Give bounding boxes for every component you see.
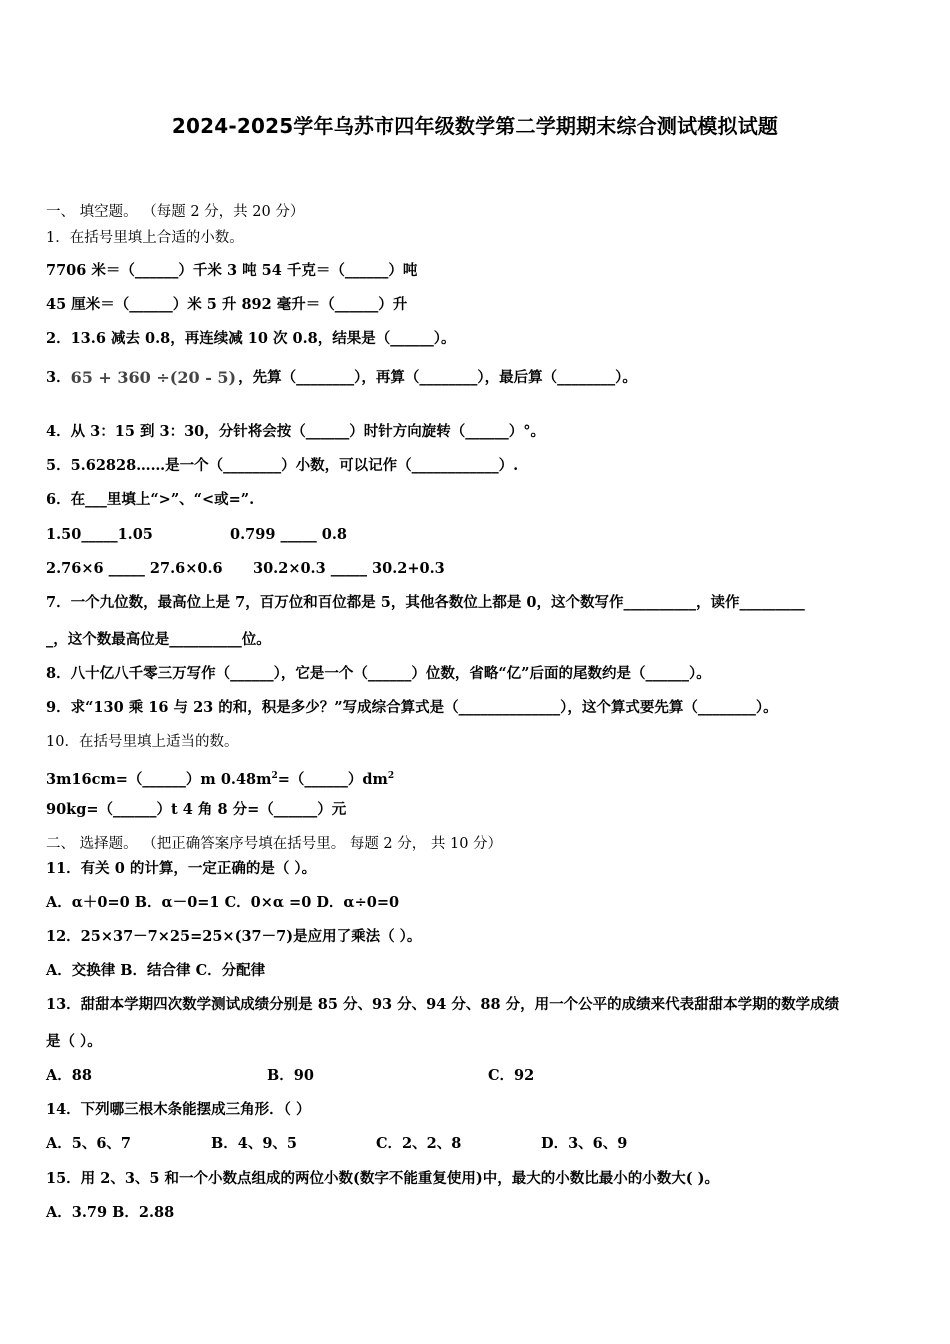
- q3-text: ，先算（________），再算（________），最后算（________）。: [238, 369, 637, 386]
- q13-line1: 13．甜甜本学期四次数学测试成绩分别是 85 分、93 分、94 分、88 分，用一个公平的成绩来代表甜甜本学期的数学成绩: [46, 996, 840, 1013]
- q11-options: A．α＋0=0 B．α－0=1 C．0×α =0 D．α÷0=0: [46, 894, 400, 911]
- q14-option-c: C．2、2、8: [376, 1135, 462, 1152]
- q12-stem: 12．25×37－7×25=25×(37－7)是应用了乘法（ ）。: [46, 928, 422, 945]
- q13-line2: 是（ ）。: [46, 1033, 102, 1050]
- q10-stem: 10．在括号里填上适当的数。: [46, 734, 239, 750]
- q6-item-a2: 0.799 _____ 0.8: [230, 526, 347, 543]
- q6-row2: [46, 559, 445, 579]
- q2: 2．13.6 减去 0.8，再连续减 10 次 0.8，结果是（______）。: [46, 330, 456, 347]
- q15-options: A．3.79 B．2.88: [46, 1204, 175, 1221]
- page-title: 2024-2025学年乌苏市四年级数学第二学期期末综合测试模拟试题: [171, 114, 779, 138]
- q10-row1-part-b: =（______）dm: [277, 770, 388, 788]
- q14-stem: 14．下列哪三根木条能摆成三角形．（ ）: [46, 1101, 311, 1118]
- q8: 8．八十亿八千零三万写作（______），它是一个（______）位数，省略“亿”后面的尾数约是（______）。: [46, 665, 711, 682]
- q1-stem: 1．在括号里填上合适的小数。: [46, 230, 244, 246]
- section2-heading: 二、 选择题。 （把正确答案序号填在括号里。 每题 2 分， 共 10 分）: [46, 836, 503, 852]
- q4: 4．从 3：15 到 3：30，分针将会按（______）时针方向旋转（______）°。: [46, 423, 546, 440]
- q14-option-d: D．3、6、9: [541, 1135, 628, 1152]
- q14-option-a: A．5、6、7: [46, 1135, 132, 1152]
- q7-line1: 7．一个九位数，最高位上是 7，百万位和百位都是 5，其他各数位上都是 0，这个数写作__________，读作_________: [46, 594, 805, 611]
- q10-row1-sup1: 2: [271, 771, 278, 781]
- q6-item-a1: 1.50_____1.05: [46, 526, 153, 543]
- q10-row1: [46, 766, 394, 790]
- q3: [46, 368, 637, 388]
- q10-row2: 90kg=（______）t 4 角 8 分=（______）元: [46, 801, 347, 818]
- q6-row1: [46, 525, 347, 545]
- q11-stem: 11．有关 0 的计算，一定正确的是（ ）。: [46, 860, 317, 877]
- q6-item-b2: 30.2×0.3 _____ 30.2+0.3: [253, 560, 445, 577]
- q3-formula: 65 + 360 ÷(20 - 5): [70, 368, 237, 387]
- q14-option-b: B．4、9、5: [211, 1135, 298, 1152]
- section1-heading: 一、 填空题。 （每题 2 分，共 20 分）: [46, 204, 305, 220]
- q13-options: [46, 1066, 534, 1086]
- q13-option-a: A．88: [46, 1067, 92, 1084]
- q9: 9．求“130 乘 16 与 23 的和，积是多少？”写成综合算式是（______________），这个算式要先算（________）。: [46, 699, 778, 716]
- q6-stem: 6．在___里填上“>”、“<或=”.: [46, 491, 255, 508]
- q14-options: [46, 1134, 627, 1154]
- q7-line2: _，这个数最高位是__________位。: [46, 631, 271, 648]
- q1-row2: 45 厘米＝（______）米 5 升 892 毫升＝（______）升: [46, 296, 408, 313]
- q13-option-b: B．90: [267, 1067, 314, 1084]
- q15-stem: 15．用 2、3、5 和一个小数点组成的两位小数(数字不能重复使用)中，最大的小数比最小的小数大( )。: [46, 1170, 720, 1187]
- q6-item-b1: 2.76×6 _____ 27.6×0.6: [46, 560, 223, 577]
- q10-row1-sup2: 2: [387, 771, 395, 781]
- q5: 5．5.62828……是一个（________）小数，可以记作（____________）.: [46, 457, 519, 474]
- q1-row1: 7706 米＝（______）千米 3 吨 54 千克＝（______）吨: [46, 262, 418, 279]
- q10-row1-part-a: 3m16cm=（______）m 0.48m: [46, 770, 272, 788]
- q3-number: 3．: [46, 369, 71, 386]
- q12-options: A．交换律 B．结合律 C．分配律: [46, 962, 266, 979]
- q13-option-c: C．92: [488, 1067, 535, 1084]
